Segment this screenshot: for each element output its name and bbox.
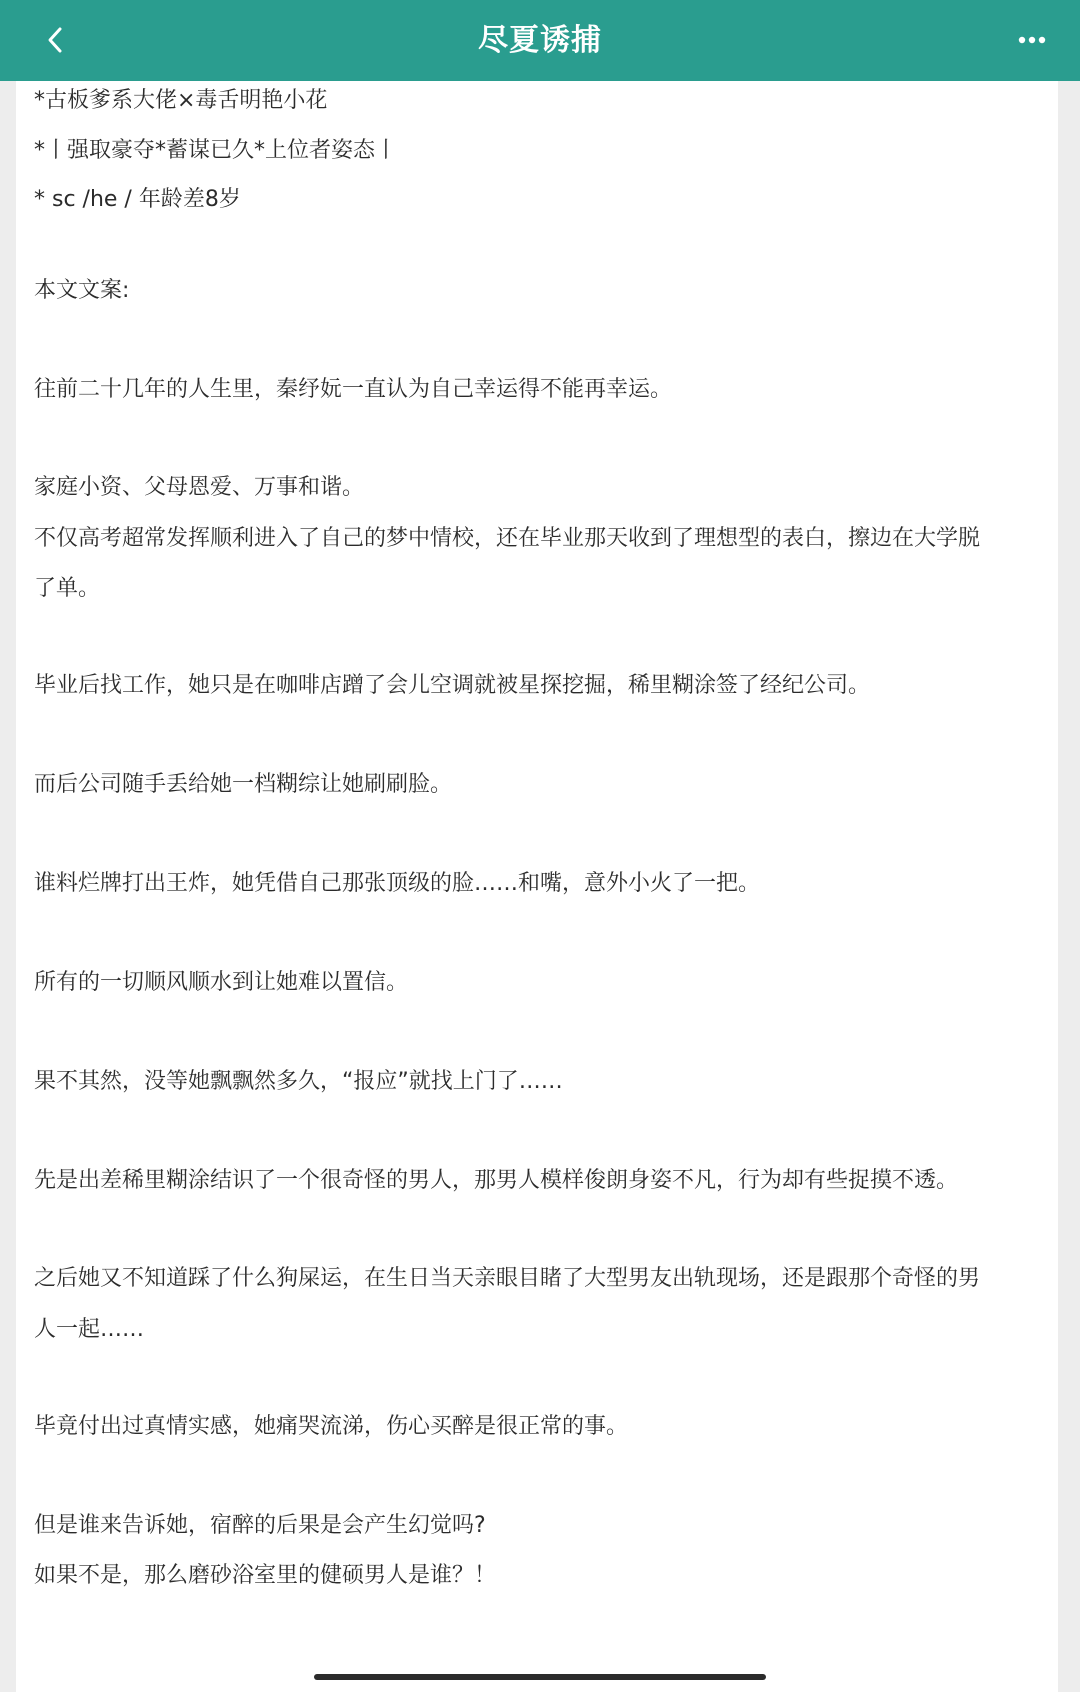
text-line: 如果不是，那么磨砂浴室里的健硕男人是谁？！ [34, 1563, 497, 1588]
nav-bar [0, 0, 1080, 81]
page-title: 尽夏诱捕 [478, 23, 602, 58]
content-card [16, 81, 1058, 1692]
text-line: 但是谁来告诉她，宿醉的后果是会产生幻觉吗? [34, 1513, 486, 1538]
text-line: *古板爹系大佬×毒舌明艳小花 [34, 88, 328, 113]
text-line: 毕竟付出过真情实感，她痛哭流涕，伤心买醉是很正常的事。 [34, 1414, 629, 1439]
text-line: 先是出差稀里糊涂结识了一个很奇怪的男人，那男人模样俊朗身姿不凡，行为却有些捉摸不透。 [34, 1168, 959, 1193]
text-line: * sc /he / 年龄差8岁 [34, 187, 241, 212]
text-line: 往前二十几年的人生里，秦纾妧一直认为自己幸运得不能再幸运。 [34, 377, 673, 402]
more-horizontal-icon [1018, 35, 1046, 45]
text-line: 毕业后找工作，她只是在咖啡店蹭了会儿空调就被星探挖掘，稀里糊涂签了经纪公司。 [34, 673, 871, 698]
text-line: 谁料烂牌打出王炸，她凭借自己那张顶级的脸……和嘴，意外小火了一把。 [34, 871, 761, 896]
text-line: 不仅高考超常发挥顺利进入了自己的梦中情校，还在毕业那天收到了理想型的表白，擦边在大学脱 [34, 526, 981, 551]
text-line: 果不其然，没等她飘飘然多久，“报应”就找上门了…… [34, 1069, 563, 1094]
text-line: 了单。 [34, 576, 101, 601]
text-line: *丨强取豪夺*蓄谋已久*上位者姿态丨 [34, 138, 398, 163]
text-line: 所有的一切顺风顺水到让她难以置信。 [34, 970, 409, 995]
home-indicator[interactable] [314, 1674, 766, 1680]
text-line: 家庭小资、父母恩爱、万事和谐。 [34, 475, 365, 500]
text-line: 之后她又不知道踩了什么狗屎运，在生日当天亲眼目睹了大型男友出轨现场，还是跟那个奇怪的男 [34, 1266, 981, 1291]
more-button[interactable] [1006, 14, 1058, 66]
text-line: 本文文案: [34, 278, 130, 303]
text-line: 人一起…… [34, 1317, 145, 1342]
text-line: 而后公司随手丢给她一档糊综让她刷刷脸。 [34, 772, 453, 797]
